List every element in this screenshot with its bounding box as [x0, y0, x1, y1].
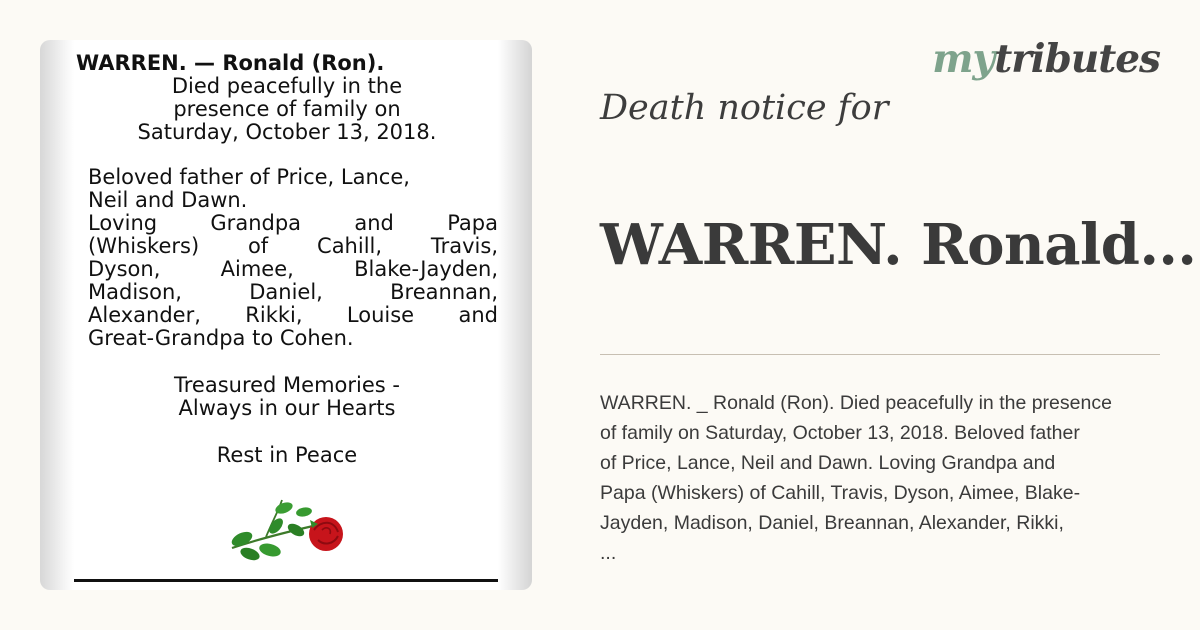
summary-line: Jayden, Madison, Daniel, Breannan, Alexander, Rikki, [600, 512, 1064, 534]
notice-line: Loving Grandpa and Papa [88, 211, 498, 235]
notice-heading: WARREN. — Ronald (Ron). [76, 51, 385, 75]
notice-line: Madison, Daniel, Breannan, [88, 280, 498, 304]
notice-line: presence of family on [173, 97, 401, 121]
logo-my: my [932, 36, 995, 82]
summary-line: WARREN. _ Ronald (Ron). Died peacefully in the presence [600, 392, 1112, 414]
divider [600, 354, 1160, 355]
notice-text [76, 52, 498, 467]
notice-line: Treasured Memories - [174, 373, 400, 397]
notice-line: Beloved father of Price, Lance, [88, 165, 410, 189]
mytributes-logo[interactable] [932, 36, 1160, 82]
subtitle: Death notice for [600, 88, 889, 128]
notice-bottom-rule [74, 579, 498, 582]
summary-line: Papa (Whiskers) of Cahill, Travis, Dyson, Aimee, Blake- [600, 482, 1081, 504]
rose-icon [226, 490, 350, 570]
notice-summary [600, 388, 1185, 568]
notice-line: Saturday, October 13, 2018. [137, 120, 437, 144]
summary-line: of Price, Lance, Neil and Dawn. Loving Grandpa and [600, 452, 1056, 474]
notice-line: Died peacefully in the [171, 74, 403, 98]
notice-line: Great-Grandpa to Cohen. [88, 326, 354, 350]
notice-line: Always in our Hearts [178, 396, 396, 420]
notice-line: (Whiskers) of Cahill, Travis, [88, 234, 498, 258]
notice-image [40, 40, 532, 590]
notice-line: Alexander, Rikki, Louise and [88, 303, 498, 327]
summary-line: of family on Saturday, October 13, 2018. Beloved father [600, 422, 1080, 444]
logo-tributes: tributes [994, 36, 1160, 82]
notice-line: Rest in Peace [216, 443, 358, 467]
notice-line: Neil and Dawn. [88, 188, 248, 212]
notice-line: Dyson, Aimee, Blake-Jayden, [88, 257, 498, 281]
summary-line: ... [600, 542, 617, 564]
deceased-name: WARREN. Ronald... [600, 212, 1197, 278]
